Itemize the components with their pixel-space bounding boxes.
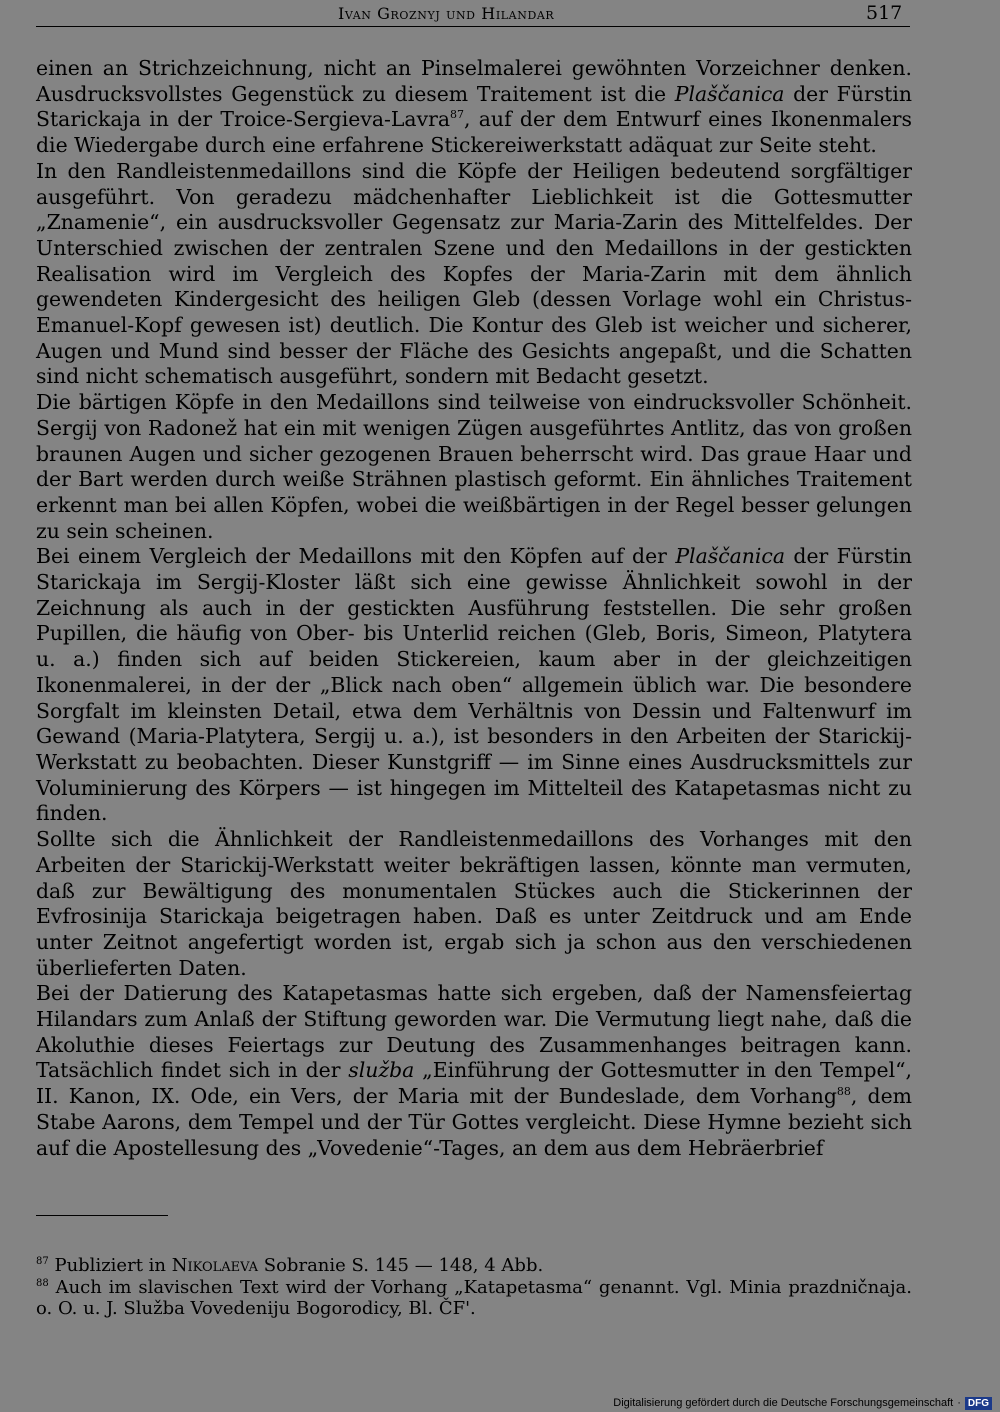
text-run: einen an Strichzeichnung, nicht an Pinselmalerei gewöhnten Vorzeichner denken. Ausdrucksvollstes Gegenstück zu diesem Traitement ist die — [36, 56, 912, 106]
text-run: , dem Stabe Aarons, dem Tempel und der Tür Gottes vergleicht. Diese Hymne bezieht sich auf die Apostellesung des „Vovedenie“-Tages, an dem aus dem Hebräerbrief — [36, 1084, 912, 1160]
footnotes — [36, 1255, 912, 1320]
author-name: Nikolaeva — [171, 1255, 259, 1276]
footnote-87 — [36, 1255, 912, 1277]
paragraph-1 — [36, 56, 912, 159]
italic-term: Plaščanica — [675, 544, 785, 569]
italic-term: služba — [348, 1058, 415, 1083]
separator: · — [957, 1397, 961, 1409]
text-run: der Fürstin Starickaja in der Troice-Sergieva-Lavra — [36, 81, 913, 132]
text-run: der Fürstin Starickaja im Sergij-Kloster läßt sich eine gewisse Ähnlichkeit sowohl in der Zeichnung als auch in der gestickten Ausführung feststellen. Die sehr großen Pupillen, die häufig von Ober- bis Unterlid reichen (Gleb, Boris, Simeon, Platytera u. a.) finden sich auf beiden Stickereien, kaum aber in der gleichzeitigen Ikonenmalerei, in der der „Blick nach oben“ allgemein üblich war. Die besondere Sorgfalt im kleinsten Detail, etwa dem Verhältnis von Dessin und Faltenwurf im Gewand (Maria-Platytera, Sergij u. a.), ist besonders in den Arbeiten der Starickij-Werkstatt zu beobachten. Dieser Kunstgriff — im Sinne eines Ausdrucksmittels zur Voluminierung des Körpers — ist hingegen im Mittelteil des Katapetasmas nicht zu finden. — [36, 544, 913, 826]
footnote-number: 87 — [36, 1256, 49, 1267]
dfg-logo-icon: DFG — [965, 1397, 992, 1410]
text-run: Publiziert in — [48, 1255, 172, 1276]
text-run: , auf der dem Entwurf eines Ikonenmalers die Wiedergabe durch eine erfahrene Stickereiwerkstatt adäquat zur Seite steht. — [36, 107, 913, 158]
running-head: Ivan Groznyj und Hilandar — [338, 4, 555, 23]
page-header — [0, 4, 1000, 30]
footnote-number: 88 — [36, 1277, 49, 1289]
text-run: Auch im slavischen Text wird der Vorhang „Katapetasma“ genannt. Vgl. Minia prazdničnaja. o. O. u. J. Služba Vovedeniju Bogorodicy, Bl. ČF'. — [36, 1276, 912, 1320]
footnote-88 — [36, 1277, 912, 1320]
paragraph-6 — [36, 981, 912, 1161]
footnote-ref-88[interactable]: 88 — [836, 1085, 851, 1099]
italic-term: Plaščanica — [674, 81, 785, 106]
paragraph-2: In den Randleistenmedaillons sind die Köpfe der Heiligen bedeutend sorgfältiger ausgeführt. Von geradezu mädchenhafter Lieblichkeit ist die Gottesmutter „Znamenie“, ein ausdrucksvoller Gegensatz zur Maria-Zarin des Mittelfeldes. Der Unterschied zwischen der zentralen Szene und den Medaillons in der gestickten Realisation wird im Vergleich des Kopfes der Maria-Zarin mit dem ähnlich gewendeten Kindergesicht des heiligen Gleb (dessen Vorlage wohl ein Christus-Emanuel-Kopf gewesen ist) deutlich. Die Kontur des Gleb ist weicher und sicherer, Augen und Mund sind besser der Fläche des Gesichts angepaßt, und die Schatten sind nicht schematisch ausgeführt, sondern mit Bedacht gesetzt. — [36, 158, 912, 389]
credit-text: Digitalisierung gefördert durch die Deutsche Forschungsgemeinschaft — [613, 1397, 954, 1409]
paragraph-5: Sollte sich die Ähnlichkeit der Randleistenmedaillons des Vorhanges mit den Arbeiten der Starickij-Werkstatt weiter bekräftigen lassen, könnte man vermuten, daß zur Bewältigung des monumentalen Stückes auch die Stickerinnen der Evfrosinija Starickaja beigetragen haben. Daß es unter Zeitdruck und am Ende unter Zeitnot angefertigt worden ist, ergab sich ja schon aus den verschiedenen überlieferten Daten. — [36, 827, 912, 980]
text-run: Bei einem Vergleich der Medaillons mit den Köpfen auf der — [36, 544, 676, 569]
text-run: Sobranie S. 145 — 148, 4 Abb. — [258, 1255, 544, 1276]
footnote-ref-87[interactable]: 87 — [450, 108, 465, 122]
digitization-credit — [613, 1396, 992, 1410]
footnote-rule — [36, 1215, 168, 1216]
text-run: Bei der Datierung des Katapetasmas hatte sich ergeben, daß der Namensfeiertag Hilandars zum Anlaß der Stiftung geworden war. Die Vermutung liegt nahe, daß die Akoluthie dieses Feiertags zur Deutung des Zusammenhanges beitragen kann. Tatsächlich findet sich in der — [36, 981, 912, 1083]
body-text — [36, 56, 912, 1161]
page-number: 517 — [866, 2, 903, 24]
header-rule — [36, 26, 910, 27]
text-run: „Einführung der Gottesmutter in den Tempel“, II. Kanon, IX. Ode, ein Vers, der Maria mit der Bundeslade, dem Vorhang — [36, 1058, 913, 1109]
paragraph-3: Die bärtigen Köpfe in den Medaillons sind teilweise von eindrucksvoller Schönheit. Sergij von Radonež hat ein mit wenigen Zügen ausgeführtes Antlitz, das von großen braunen Augen und sicher gezogenen Brauen beherrscht wird. Das graue Haar und der Bart werden durch weiße Strähnen plastisch geformt. Ein ähnliches Traitement erkennt man bei allen Köpfen, wobei die weißbärtigen in der Regel besser gelungen zu sein scheinen. — [36, 390, 912, 543]
paragraph-4 — [36, 544, 912, 827]
